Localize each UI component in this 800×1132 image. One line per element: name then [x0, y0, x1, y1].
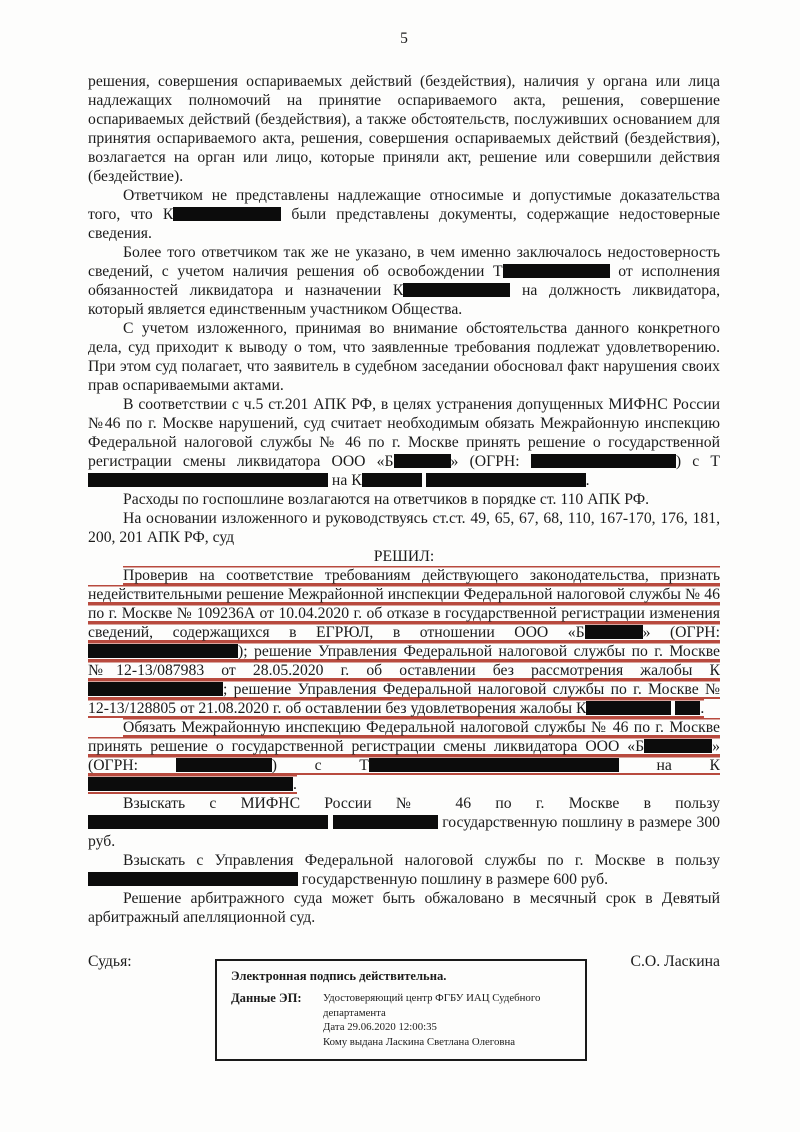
redaction-bar: [586, 701, 671, 715]
judge-label: Судья:: [88, 953, 132, 970]
stamp-certification-authority: Удостоверяющий центр ФГБУ ИАЦ Судебного департамента: [323, 992, 541, 1019]
p-no-admissible-evidence: Ответчиком не представлены надлежащие относимые и допустимые доказательства того, что К были представлены документы, содержащие недостоверные сведения.: [88, 187, 721, 242]
redaction-bar: [394, 454, 451, 468]
redaction-bar: [585, 625, 643, 639]
stamp-details: [317, 991, 558, 1049]
redaction-bar: [403, 283, 510, 297]
redaction-bar: [88, 815, 328, 829]
redaction-bar: [675, 701, 700, 715]
decision-heading: РЕШИЛ:: [373, 548, 435, 565]
p-oblige-inspection: [88, 718, 720, 794]
redaction-bar: [426, 473, 586, 487]
redaction-bar: [333, 815, 438, 829]
stamp-date: Дата 29.06.2020 12:00:35: [323, 1021, 437, 1033]
red-underline-annotation: Обязать Межрайонную инспекцию Федеральной налоговой службы № 46 по г. Москве принять решение о государственной регистрации смены ликвидатора ООО «Б » (ОГРН: ) с Т на К.: [88, 719, 720, 793]
page-number: 5: [400, 30, 408, 47]
redaction-bar: [88, 473, 328, 487]
p-art-201-apk: В соответствии с ч.5 ст.201 АПК РФ, в целях устранения допущенных МИФНС России №46 по г. Москве нарушений, суд считает необходимым обязать Межрайонную инспекцию Федеральной налоговой службы № 46 по г. Москве принять решение о государственной регистрации смены ликвидатора ООО «Б » (ОГРН: ) с Т на К .: [88, 396, 720, 489]
electronic-signature-stamp: [215, 959, 587, 1061]
p-state-fee-allocation: Расходы по госпошлине возлагаются на ответчиков в порядке ст. 110 АПК РФ.: [123, 491, 650, 508]
redaction-bar: [176, 758, 272, 772]
stamp-issued-to: Кому выдана Ласкина Светлана Олеговна: [323, 1035, 516, 1048]
redaction-bar: [644, 739, 712, 753]
judge-name: С.О. Ласкина: [630, 953, 720, 970]
stamp-data-row: [231, 991, 577, 1049]
stamp-validity-text: Электронная подпись действительна.: [231, 969, 447, 983]
redaction-bar: [503, 264, 610, 278]
p-recover-fee-ufns: Взыскать с Управления Федеральной налоговой службы по г. Москве в пользу государственную пошлину в размере 600 руб.: [88, 851, 720, 889]
redaction-bar: [531, 454, 676, 468]
p-burden-of-proof: решения, совершения оспариваемых действий (бездействия), наличия у органа или лица надлежащих полномочий на принятие оспариваемого акта, решения, совершение оспариваемых действий (бездействия), а также обстоятельств, послуживших основанием для принятия оспариваемого акта, решения, совершения оспариваемых действий (бездействия), возлагается на орган или лицо, которые приняли акт, решение или совершили действия (бездействие).: [88, 73, 720, 185]
redaction-bar: [88, 872, 298, 886]
p-appeal-procedure: Решение арбитражного суда может быть обжаловано в месячный срок в Девятый арбитражный апелляционной суд.: [88, 890, 720, 926]
p-recover-fee-mifns: Взыскать с МИФНС России № 46 по г. Москве в пользу государственную пошлину в размере 300 руб.: [88, 795, 721, 850]
p-court-conclusion: С учетом изложенного, принимая во внимание обстоятельства данного конкретного дела, суд приходит к выводу о том, что заявленные требования подлежат удовлетворению. При этом суд полагает, что заявитель в судебном заседании обосновал факт нарушения своих прав оспариваемыми актами.: [88, 320, 720, 394]
redaction-bar: [369, 758, 619, 772]
p-unreliability-not-specified: Более того ответчиком так же не указано, в чем именно заключалось недостоверность сведений, с учетом наличия решения об освобождении Т от исполнения обязанностей ликвидатора и назначении К на должность ликвидатора, который является единственным участником Общества.: [88, 244, 720, 318]
redaction-bar: [173, 207, 281, 221]
redaction-bar: [362, 473, 422, 487]
redaction-bar: [88, 644, 238, 658]
stamp-data-label: Данные ЭП:: [231, 991, 302, 1005]
redaction-bar: [88, 777, 293, 791]
red-underline-annotation: Проверив на соответствие требованиям действующего законодательства, признать недействительными решение Межрайонной инспекции Федеральной налоговой службы № 46 по г. Москве № 109236А от 10.04.2020 г. об отказе в государственной регистрации изменения сведений, содержащихся в ЕГРЮЛ, в отношении ООО «Б » (ОГРН: ); решение Управления Федеральной налоговой службы по г. Москве №12-13/087983 от 28.05.2020 г. об оставлении без рассмотрения жалобы К; решение Управления Федеральной налоговой службы по г. Москве № 12-13/128805 от 21.08.2020 г. об оставлении без удовлетворения жалобы К .: [88, 567, 720, 717]
redaction-bar: [88, 682, 223, 696]
p-guided-by-articles: На основании изложенного и руководствуясь ст.ст. 49, 65, 67, 68, 110, 167-170, 176, 181, 200, 201 АПК РФ, суд: [88, 510, 720, 546]
document-body: [88, 72, 720, 927]
p-declare-decisions-invalid: [88, 566, 720, 718]
